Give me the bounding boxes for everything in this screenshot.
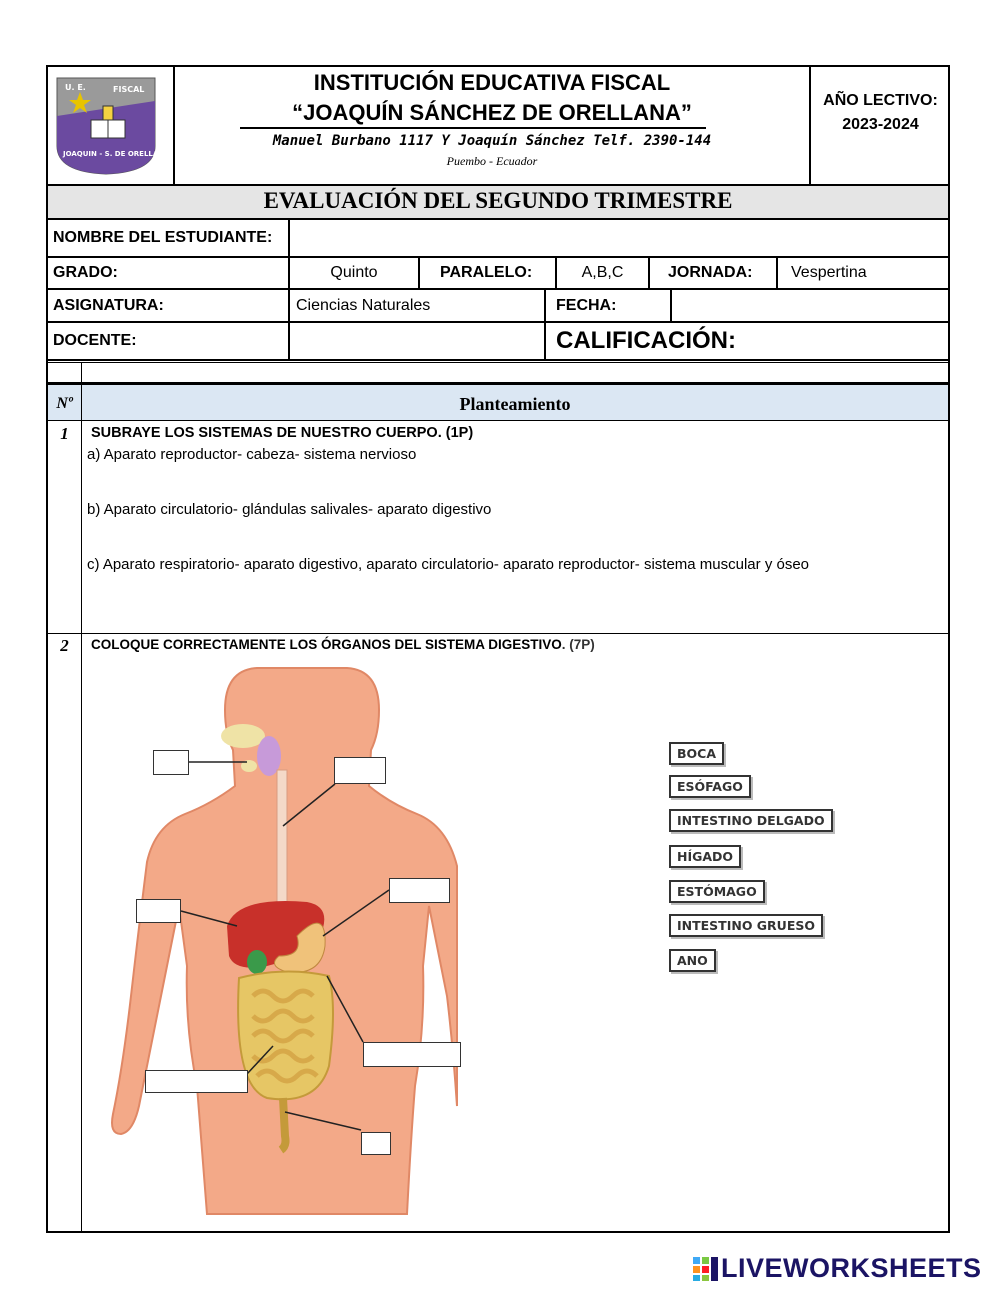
student-name-field[interactable] [296,229,936,249]
drop-zone-3[interactable] [136,899,181,923]
institution-address: Manuel Burbano 1117 Y Joaquín Sánchez Telf. 2390-144 [272,133,712,149]
teacher-label: DOCENTE: [53,332,137,349]
svg-text:JOAQUIN - S. DE ORELLANA: JOAQUIN - S. DE ORELLANA [63,150,170,158]
parallel-label: PARALELO: [440,264,533,281]
teacher-field[interactable] [296,330,536,352]
svg-text:FISCAL: FISCAL [113,85,145,94]
column-statement-header: Planteamiento [459,394,571,414]
subject-label: ASIGNATURA: [53,297,164,314]
date-field[interactable] [678,297,940,317]
school-year-value: 2023-2024 [842,116,919,133]
shift-label: JORNADA: [668,264,753,281]
word-bank-item-esofago[interactable]: ESÓFAGO [669,775,751,798]
question-1-option-b[interactable]: b) Aparato circulatorio- glándulas salivales- aparato digestivo [87,501,492,518]
student-name-label: NOMBRE DEL ESTUDIANTE: [53,229,273,246]
word-bank-item-intestino-delgado[interactable]: INTESTINO DELGADO [669,809,833,832]
school-year-label: AÑO LECTIVO: [823,92,938,109]
word-bank-item-ano[interactable]: ANO [669,949,716,972]
word-bank-item-higado[interactable]: HÍGADO [669,845,741,868]
institution-name-line2: “JOAQUÍN SÁNCHEZ DE ORELLANA” [292,100,692,125]
svg-text:U. E.: U. E. [65,83,86,92]
subject-value: Ciencias Naturales [296,297,431,314]
grade-label: GRADO: [53,264,118,281]
date-label: FECHA: [556,297,617,314]
score-label: CALIFICACIÓN: [556,327,736,354]
drop-zone-2[interactable] [334,757,386,784]
word-bank-item-intestino-grueso[interactable]: INTESTINO GRUESO [669,914,823,937]
footer-brand[interactable]: LIVEWORKSHEETS [721,1253,982,1283]
word-bank-item-estomago[interactable]: ESTÓMAGO [669,880,765,903]
question-1-prompt: SUBRAYE LOS SISTEMAS DE NUESTRO CUERPO. (1P) [91,425,474,441]
question-1-number: 1 [60,424,69,443]
question-2-number: 2 [60,636,69,655]
evaluation-title: EVALUACIÓN DEL SEGUNDO TRIMESTRE [263,188,733,213]
drop-zone-4[interactable] [389,878,450,903]
question-2-points: . (7P) [561,637,595,652]
drop-zone-7[interactable] [361,1132,391,1155]
question-1-option-a[interactable]: a) Aparato reproductor- cabeza- sistema nervioso [87,446,417,463]
institution-location: Puembo - Ecuador [446,154,538,168]
question-1-option-c[interactable]: c) Aparato respiratorio- aparato digestivo, aparato circulatorio- aparato reproductor- sistema muscular y óseo [87,556,810,573]
column-number-header: Nº [56,395,73,412]
liveworksheets-logo-icon [693,1257,719,1281]
school-crest-icon [55,76,170,176]
drop-zone-6[interactable] [145,1070,248,1093]
question-2-prompt-text: COLOQUE CORRECTAMENTE LOS ÓRGANOS DEL SISTEMA DIGESTIVO [91,637,562,652]
word-bank-item-boca[interactable]: BOCA [669,742,724,765]
grade-value: Quinto [330,264,378,281]
drop-zone-1[interactable] [153,750,189,775]
institution-name-line1: INSTITUCIÓN EDUCATIVA FISCAL [313,70,671,95]
parallel-value: A,B,C [581,264,624,281]
question-2-prompt [91,637,595,652]
shift-value: Vespertina [791,264,867,281]
digestive-system-illustration [107,666,457,1214]
drop-zone-5[interactable] [363,1042,461,1067]
